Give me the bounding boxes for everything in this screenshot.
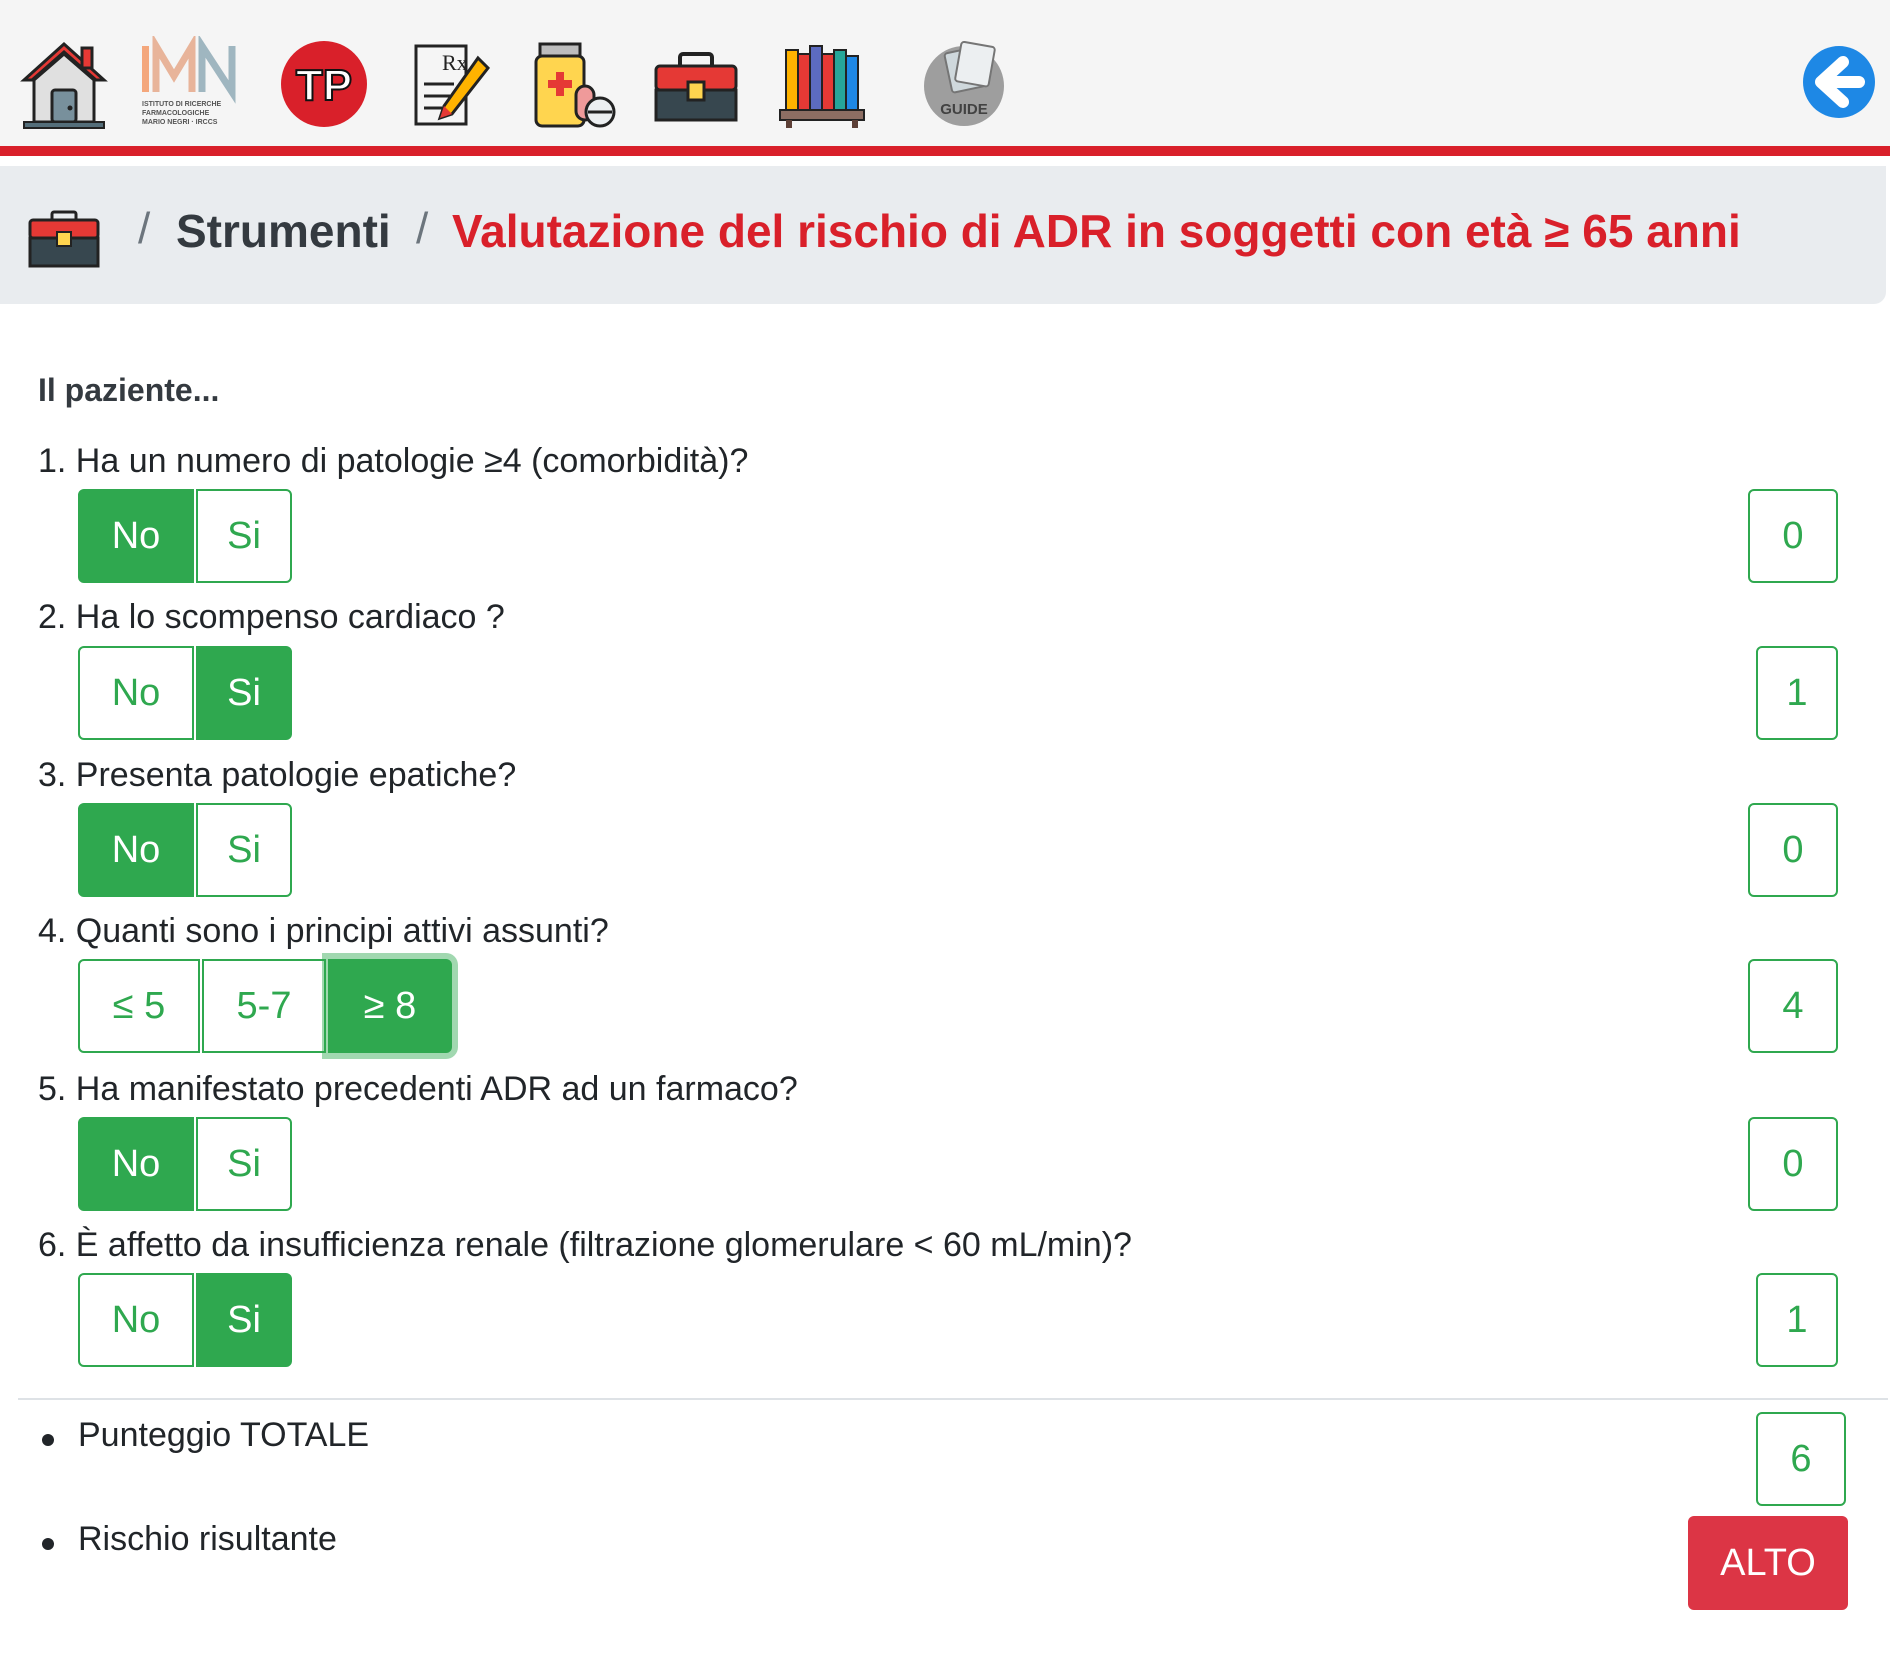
- svg-text:TP: TP: [295, 61, 353, 110]
- question-4-5-7-button[interactable]: 5-7: [202, 959, 326, 1053]
- question-1-label: 1. Ha un numero di patologie ≥4 (comorbidità)?: [38, 442, 749, 480]
- question-1-no-button[interactable]: No: [78, 489, 194, 583]
- list-bullet: [42, 1538, 54, 1550]
- question-4-score: 4: [1748, 959, 1838, 1053]
- question-3-no-button[interactable]: No: [78, 803, 194, 897]
- svg-text:MARIO NEGRI · IRCCS: MARIO NEGRI · IRCCS: [142, 119, 218, 126]
- question-6-label: 6. È affetto da insufficienza renale (filtrazione glomerulare < 60 mL/min)?: [38, 1226, 1132, 1264]
- question-2-no-button[interactable]: No: [78, 646, 194, 740]
- question-4-le5-button[interactable]: ≤ 5: [78, 959, 200, 1053]
- question-5-options: [78, 1117, 292, 1211]
- question-3-options: [78, 803, 292, 897]
- question-2-options: [78, 646, 292, 740]
- question-2-score: 1: [1756, 646, 1838, 740]
- question-4-options: [78, 959, 452, 1053]
- breadcrumb-toolbox-icon[interactable]: [28, 210, 100, 268]
- tp-logo[interactable]: [278, 36, 370, 132]
- arrow-left-icon: [1803, 46, 1875, 118]
- svg-text:Rx: Rx: [442, 50, 468, 75]
- total-score-label: Punteggio TOTALE: [78, 1416, 370, 1454]
- irfmn-logo[interactable]: [138, 36, 248, 132]
- home-icon[interactable]: [18, 36, 110, 132]
- question-3-si-button[interactable]: Si: [196, 803, 292, 897]
- page-title: Valutazione del rischio di ADR in soggetti con età ≥ 65 anni: [452, 205, 1741, 257]
- prescription-icon[interactable]: [402, 36, 494, 132]
- breadcrumb: [0, 166, 1886, 304]
- breadcrumb-separator: /: [138, 204, 151, 253]
- svg-text:GUIDE: GUIDE: [940, 101, 988, 118]
- question-4-ge8-button[interactable]: ≥ 8: [328, 959, 452, 1053]
- breadcrumb-separator: /: [416, 204, 429, 253]
- question-6-no-button[interactable]: No: [78, 1273, 194, 1367]
- breadcrumb-item-strumenti[interactable]: Strumenti: [176, 205, 391, 257]
- intro-label: Il paziente...: [38, 372, 220, 408]
- question-5-label: 5. Ha manifestato precedenti ADR ad un farmaco?: [38, 1070, 798, 1108]
- question-5-score: 0: [1748, 1117, 1838, 1211]
- list-bullet: [42, 1434, 54, 1446]
- question-2-label: 2. Ha lo scompenso cardiaco ?: [38, 598, 505, 636]
- question-6-options: [78, 1273, 292, 1367]
- library-icon[interactable]: [776, 36, 868, 132]
- question-2-si-button[interactable]: Si: [196, 646, 292, 740]
- risk-label: Rischio risultante: [78, 1520, 337, 1558]
- question-4-label: 4. Quanti sono i principi attivi assunti?: [38, 912, 609, 950]
- toolbox-icon[interactable]: [650, 36, 742, 132]
- total-score-value: 6: [1756, 1412, 1846, 1506]
- back-button[interactable]: [1803, 46, 1875, 118]
- risk-badge: ALTO: [1688, 1516, 1848, 1610]
- svg-text:ISTITUTO DI RICERCHE: ISTITUTO DI RICERCHE: [142, 101, 222, 108]
- question-1-score: 0: [1748, 489, 1838, 583]
- question-1-si-button[interactable]: Si: [196, 489, 292, 583]
- question-5-no-button[interactable]: No: [78, 1117, 194, 1211]
- svg-text:FARMACOLOGICHE: FARMACOLOGICHE: [142, 110, 210, 117]
- medicine-icon[interactable]: [526, 36, 618, 132]
- divider: [18, 1398, 1888, 1400]
- question-6-score: 1: [1756, 1273, 1838, 1367]
- question-5-si-button[interactable]: Si: [196, 1117, 292, 1211]
- top-toolbar: [0, 0, 1890, 156]
- question-1-options: [78, 489, 292, 583]
- guide-icon[interactable]: [918, 36, 1010, 132]
- question-3-score: 0: [1748, 803, 1838, 897]
- question-6-si-button[interactable]: Si: [196, 1273, 292, 1367]
- question-3-label: 3. Presenta patologie epatiche?: [38, 756, 517, 794]
